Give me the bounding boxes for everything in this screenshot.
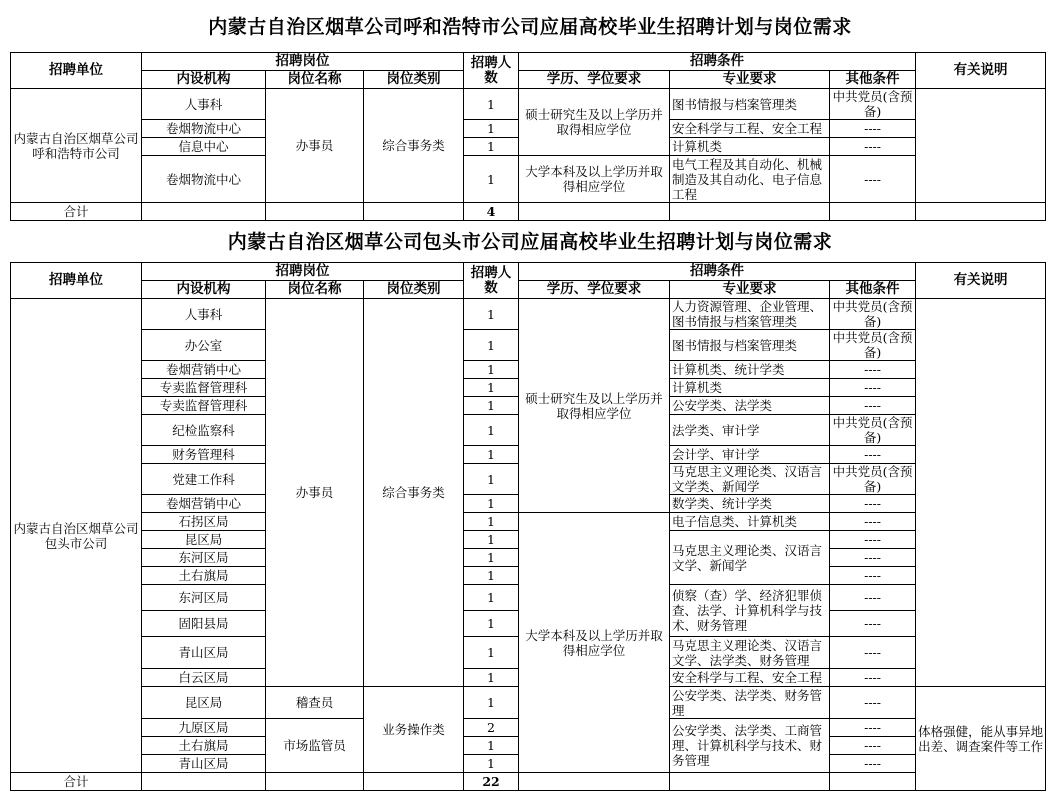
other-cell: ---- [830,637,916,669]
dept-cell: 纪检监察科 [142,415,266,446]
position-name-cell: 办事员 [266,299,364,687]
header-notes: 有关说明 [916,53,1046,89]
dept-cell: 土右旗局 [142,567,266,585]
count-cell: 1 [464,446,519,464]
major-cell: 计算机类、统计学类 [670,361,830,379]
page-title: 内蒙古自治区烟草公司呼和浩特市公司应届高校毕业生招聘计划与岗位需求 [208,16,852,38]
other-cell: 中共党员(含预备) [830,464,916,495]
major-cell: 会计学、审计学 [670,446,830,464]
other-cell: ---- [830,687,916,719]
header-notes: 有关说明 [916,263,1046,299]
major-cell: 电气工程及其自动化、机械制造及其自动化、电子信息工程 [670,156,830,203]
count-cell: 1 [464,138,519,156]
other-cell: 中共党员(含预备) [830,415,916,446]
dept-cell: 昆区局 [142,687,266,719]
count-cell: 1 [464,415,519,446]
recruitment-table-hohhot [10,52,1046,221]
count-cell: 1 [464,156,519,203]
header-position-group: 招聘岗位 [142,53,464,71]
header-pos-name: 岗位名称 [266,281,364,299]
header-pos-type: 岗位类别 [364,281,464,299]
header-dept: 内设机构 [142,281,266,299]
count-cell: 1 [464,330,519,361]
dept-cell: 党建工作科 [142,464,266,495]
other-cell: ---- [830,495,916,513]
header-dept: 内设机构 [142,71,266,89]
dept-cell: 昆区局 [142,531,266,549]
header-major: 专业要求 [670,281,830,299]
count-cell: 1 [464,585,519,611]
count-cell: 1 [464,464,519,495]
count-cell: 1 [464,361,519,379]
count-cell: 1 [464,495,519,513]
major-cell: 公安学类、法学类 [670,397,830,415]
dept-cell: 信息中心 [142,138,266,156]
header-conditions-group: 招聘条件 [519,53,916,71]
other-cell: ---- [830,531,916,549]
major-cell: 公安学类、法学类、工商管理、计算机科学与技术、财务管理 [670,719,830,773]
count-cell: 1 [464,567,519,585]
total-label: 合计 [11,773,142,791]
position-name-cell: 市场监管员 [266,719,364,773]
other-cell: ---- [830,379,916,397]
count-cell: 1 [464,379,519,397]
dept-cell: 东河区局 [142,585,266,611]
other-cell: ---- [830,567,916,585]
education-cell: 硕士研究生及以上学历并取得相应学位 [519,299,670,513]
count-cell: 1 [464,397,519,415]
major-cell: 马克思主义理论类、汉语言文学、新闻学 [670,531,830,585]
major-cell: 数学类、统计学类 [670,495,830,513]
dept-cell: 固阳县局 [142,611,266,637]
position-type-cell: 业务操作类 [364,687,464,773]
header-other: 其他条件 [830,281,916,299]
dept-cell: 白云区局 [142,669,266,687]
dept-cell: 青山区局 [142,755,266,773]
major-cell: 安全科学与工程、安全工程 [670,669,830,687]
header-unit: 招聘单位 [11,263,142,299]
count-cell: 1 [464,531,519,549]
education-cell: 硕士研究生及以上学历并取得相应学位 [519,89,670,156]
education-cell: 大学本科及以上学历并取得相应学位 [519,156,670,203]
count-cell: 1 [464,687,519,719]
education-cell: 大学本科及以上学历并取得相应学位 [519,513,670,773]
header-major: 专业要求 [670,71,830,89]
dept-cell: 青山区局 [142,637,266,669]
section-title: 内蒙古自治区烟草公司包头市公司应届高校毕业生招聘计划与岗位需求 [227,231,833,253]
header-pos-name: 岗位名称 [266,71,364,89]
other-cell: ---- [830,361,916,379]
header-count: 招聘人数 [464,263,519,299]
total-count: 4 [464,203,519,221]
count-cell: 1 [464,549,519,567]
header-other: 其他条件 [830,71,916,89]
major-cell: 图书情报与档案管理类 [670,330,830,361]
count-cell: 1 [464,120,519,138]
dept-cell: 九原区局 [142,719,266,737]
major-cell: 法学类、审计学 [670,415,830,446]
count-cell: 2 [464,719,519,737]
dept-cell: 办公室 [142,330,266,361]
dept-cell: 人事科 [142,89,266,120]
other-cell: ---- [830,446,916,464]
count-cell: 1 [464,755,519,773]
other-cell: ---- [830,669,916,687]
other-cell: 中共党员(含预备) [830,89,916,120]
count-cell: 1 [464,513,519,531]
major-cell: 侦察（查）学、经济犯罪侦查、法学、计算机科学与技术、财务管理 [670,585,830,637]
major-cell: 马克思主义理论类、汉语言文学类、新闻学 [670,464,830,495]
unit-cell: 内蒙古自治区烟草公司包头市公司 [11,299,142,773]
dept-cell: 东河区局 [142,549,266,567]
position-name-cell: 稽查员 [266,687,364,719]
dept-cell: 卷烟营销中心 [142,361,266,379]
header-position-group: 招聘岗位 [142,263,464,281]
other-cell: ---- [830,737,916,755]
dept-cell: 专卖监督管理科 [142,379,266,397]
other-cell: 中共党员(含预备) [830,330,916,361]
recruitment-table-baotou [10,262,1046,791]
total-count: 22 [464,773,519,791]
major-cell: 计算机类 [670,138,830,156]
other-cell: ---- [830,156,916,203]
other-cell: 中共党员(含预备) [830,299,916,330]
other-cell: ---- [830,549,916,567]
count-cell: 1 [464,637,519,669]
header-pos-type: 岗位类别 [364,71,464,89]
header-count: 招聘人数 [464,53,519,89]
major-cell: 计算机类 [670,379,830,397]
position-name-cell: 办事员 [266,89,364,203]
other-cell: ---- [830,719,916,737]
count-cell: 1 [464,299,519,330]
header-unit: 招聘单位 [11,53,142,89]
major-cell: 图书情报与档案管理类 [670,89,830,120]
major-cell: 安全科学与工程、安全工程 [670,120,830,138]
count-cell: 1 [464,611,519,637]
major-cell: 电子信息类、计算机类 [670,513,830,531]
dept-cell: 卷烟物流中心 [142,120,266,138]
notes-cell [916,299,1046,687]
major-cell: 马克思主义理论类、汉语言文学、法学类、财务管理 [670,637,830,669]
header-education: 学历、学位要求 [519,71,670,89]
position-type-cell: 综合事务类 [364,299,464,687]
total-label: 合计 [11,203,142,221]
position-type-cell: 综合事务类 [364,89,464,203]
dept-cell: 人事科 [142,299,266,330]
dept-cell: 专卖监督管理科 [142,397,266,415]
other-cell: ---- [830,585,916,611]
header-conditions-group: 招聘条件 [519,263,916,281]
other-cell: ---- [830,397,916,415]
major-cell: 人力资源管理、企业管理、图书情报与档案管理类 [670,299,830,330]
dept-cell: 卷烟物流中心 [142,156,266,203]
major-cell: 公安学类、法学类、财务管理 [670,687,830,719]
other-cell: ---- [830,138,916,156]
notes-cell [916,89,1046,203]
other-cell: ---- [830,513,916,531]
dept-cell: 卷烟营销中心 [142,495,266,513]
count-cell: 1 [464,669,519,687]
dept-cell: 财务管理科 [142,446,266,464]
other-cell: ---- [830,755,916,773]
unit-cell: 内蒙古自治区烟草公司呼和浩特市公司 [11,89,142,203]
count-cell: 1 [464,737,519,755]
other-cell: ---- [830,611,916,637]
count-cell: 1 [464,89,519,120]
dept-cell: 土右旗局 [142,737,266,755]
header-education: 学历、学位要求 [519,281,670,299]
notes-cell: 体格强健，能从事异地出差、调查案件等工作 [916,687,1046,791]
dept-cell: 石拐区局 [142,513,266,531]
other-cell: ---- [830,120,916,138]
